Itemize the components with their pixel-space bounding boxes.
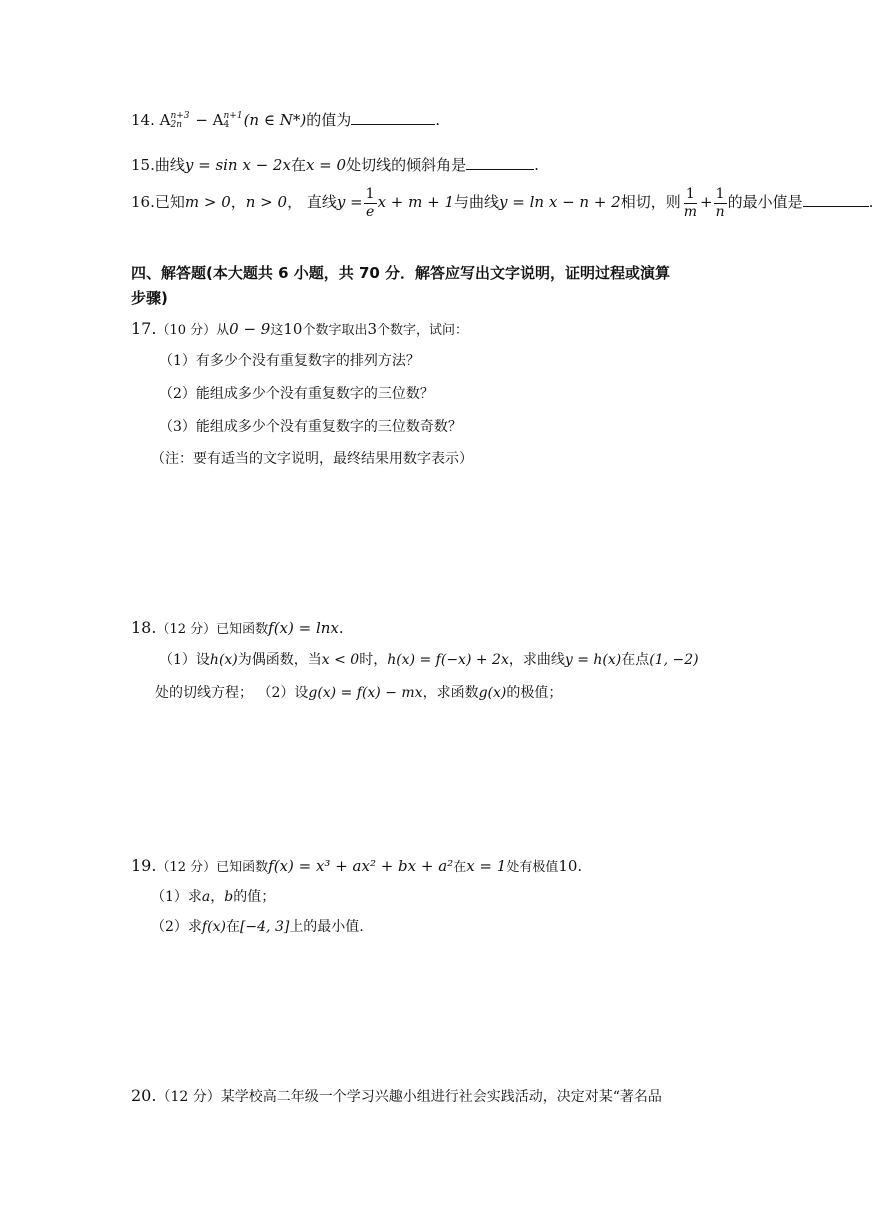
question-16 <box>131 182 873 222</box>
q16-f3-num: 1 <box>715 185 725 202</box>
q16-cond1: m > 0 <box>184 193 231 211</box>
q15-answer-blank[interactable] <box>466 153 534 170</box>
q14-end: . <box>435 111 440 129</box>
q18-number: 18. <box>131 618 157 637</box>
q17-text3: 个数字，试问： <box>377 323 469 338</box>
q19-interval: [−4, 3] <box>239 919 290 935</box>
q18-p2-text3: 的极值； <box>506 685 563 701</box>
q18-p1-text4: ，求曲线 <box>508 652 565 668</box>
q16-text1: ， 直线 <box>287 193 337 211</box>
q17-three: 3 <box>367 320 378 338</box>
q19-end: . <box>577 857 583 875</box>
q19-p1-text2: 的值； <box>233 889 276 905</box>
question-15 <box>131 153 539 176</box>
q18-p1-text1: （1）设 <box>159 652 210 668</box>
q20-number: 20. <box>131 1086 157 1105</box>
q19-part1 <box>151 886 275 908</box>
q19-text2: 处有极值 <box>506 860 559 875</box>
q17-range: 0 − 9 <box>229 320 271 338</box>
q19-at: x = 1 <box>466 857 507 875</box>
q19-function: f(x) = x³ + ax² + bx + a² <box>268 857 454 875</box>
q18-p1-text3: 时， <box>359 652 388 668</box>
q18-cond: x < 0 <box>321 652 360 668</box>
question-14 <box>131 108 440 131</box>
q15-number: 15.曲线 <box>131 156 185 174</box>
q16-curve: y = ln x − n + 2 <box>499 193 621 211</box>
q16-text3: 相切，则 <box>620 193 681 211</box>
q17-number: 17. <box>131 319 157 338</box>
q18-part2 <box>155 682 562 704</box>
q14-minus: − A <box>190 111 224 129</box>
q14-sub2: 4 <box>223 120 230 130</box>
q17-text1: 这 <box>270 323 284 338</box>
q17-text2: 个数字取出 <box>302 323 368 338</box>
q18-p2-text1: 处的切线方程； （2）设 <box>155 685 309 701</box>
q16-fraction-1-over-n <box>714 186 727 221</box>
q17-note: （注：要有适当的文字说明，最终结果用数字表示） <box>151 451 473 467</box>
q17-score: （10 分）从 <box>156 323 230 338</box>
q16-f3-den: n <box>715 203 725 220</box>
q16-answer-blank[interactable] <box>803 190 869 207</box>
q14-sup1: n+3 <box>170 111 190 121</box>
q19-score: （12 分）已知函数 <box>156 860 269 875</box>
q17-part2: （2）能组成多少个没有重复数字的三位数？ <box>159 386 434 402</box>
q18-gx2: g(x) <box>478 685 507 701</box>
q18-curve: y = h(x) <box>564 652 622 668</box>
q14-sup-sub-2 <box>223 112 242 130</box>
q16-f1-num: 1 <box>365 185 375 202</box>
q14-text: 的值为 <box>306 111 352 129</box>
q18-score: （12 分）已知函数 <box>156 622 269 637</box>
q14-sup2: n+1 <box>223 111 243 121</box>
section-4-heading-line2: 步骤) <box>131 289 168 307</box>
q16-number: 16.已知 <box>131 193 185 211</box>
q15-end: . <box>534 156 539 174</box>
q16-end: . <box>868 193 873 211</box>
q14-sup-sub-1 <box>170 112 189 130</box>
section-4-heading-line1: 四、解答题(本大题共 6 小题，共 70 分．解答应写出文字说明，证明过程或演算 <box>131 264 671 282</box>
q18-point: (1, −2) <box>649 652 699 668</box>
q17-part1: （1）有多少个没有重复数字的排列方法？ <box>159 353 420 369</box>
q16-f2-den: m <box>683 203 698 220</box>
q15-expression: y = sin x − 2x <box>184 156 291 174</box>
q16-f1-den: e <box>365 203 375 220</box>
q16-line-rhs: x + m + 1 <box>377 193 455 211</box>
q14-sub1: 2n <box>170 120 182 130</box>
q16-cond2: n > 0 <box>245 193 288 211</box>
q14-answer-blank[interactable] <box>351 108 435 125</box>
q19-number: 19. <box>131 856 157 875</box>
q19-comma: ， <box>210 889 225 905</box>
q14-number: 14. <box>131 111 160 129</box>
q15-text1: 在 <box>290 156 306 174</box>
question-19 <box>131 855 582 879</box>
question-18 <box>131 617 344 641</box>
q15-condition: x = 0 <box>305 156 347 174</box>
q16-text2: 与曲线 <box>454 193 500 211</box>
question-17 <box>131 318 468 342</box>
q20-text: （12 分）某学校高二年级一个学习兴趣小组进行社会实践活动，决定对某“著名品 <box>156 1089 662 1105</box>
q19-value: 10 <box>558 857 578 875</box>
q19-a: a <box>201 889 211 905</box>
q16-text4: 的最小值是 <box>727 193 803 211</box>
q19-p2-text3: 上的最小值. <box>289 919 364 935</box>
q16-plus: + <box>700 193 713 211</box>
q18-eq: h(x) = f(−x) + 2x <box>387 652 509 668</box>
q18-end: . <box>338 619 344 637</box>
question-20 <box>131 1085 662 1108</box>
q17-ten: 10 <box>283 320 303 338</box>
q18-gx: g(x) = f(x) − mx <box>308 685 423 701</box>
q14-a1: A <box>159 111 171 129</box>
q16-f2-num: 1 <box>685 185 695 202</box>
q17-part3: （3）能组成多少个没有重复数字的三位数奇数？ <box>159 419 462 435</box>
q16-fraction-1-over-e <box>364 186 377 221</box>
q16-line-lhs: y = <box>336 193 363 211</box>
q14-condition: (n ∈ N*) <box>243 111 307 129</box>
q19-part2 <box>151 916 364 938</box>
q15-text2: 处切线的倾斜角是 <box>346 156 467 174</box>
q19-p2-text1: （2）求 <box>151 919 202 935</box>
q19-text1: 在 <box>453 860 467 875</box>
q19-p2-text2: 在 <box>225 919 240 935</box>
q18-part1 <box>159 649 699 671</box>
q16-fraction-1-over-m <box>682 186 699 221</box>
q19-b: b <box>224 889 234 905</box>
q19-p1-text1: （1）求 <box>151 889 202 905</box>
q18-p2-text2: ，求函数 <box>422 685 479 701</box>
q18-p1-text5: 在点 <box>621 652 650 668</box>
q19-fx: f(x) <box>201 919 226 935</box>
q18-hx: h(x) <box>209 652 238 668</box>
q18-function: f(x) = lnx <box>268 619 339 637</box>
q16-sep: ， <box>230 193 246 211</box>
q18-p1-text2: 为偶函数，当 <box>237 652 322 668</box>
